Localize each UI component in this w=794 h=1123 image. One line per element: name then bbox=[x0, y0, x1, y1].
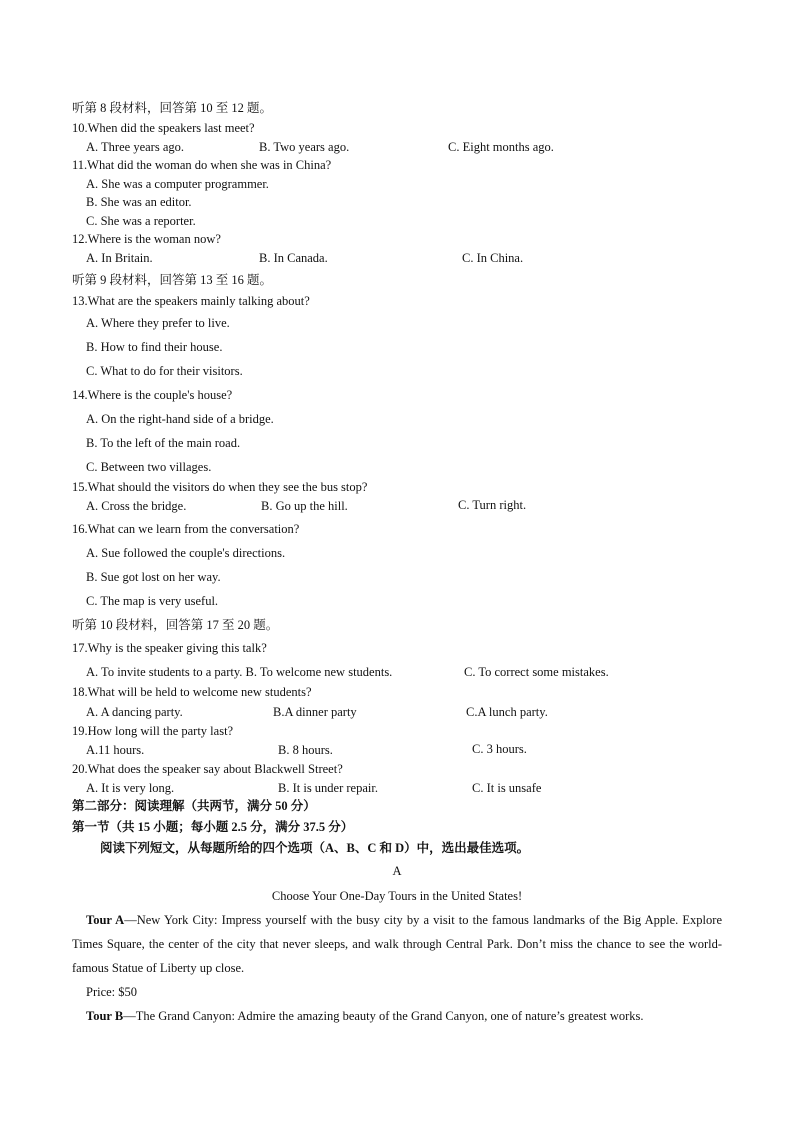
tour-a-text: —New York City: Impress yourself with the busy city by a visit to the famous landmarks of the Big Apple. Explore Times Square, the center of the city that never sleeps, and walk through Central Park. Don’t miss the chance to see the world-famous Statue of Liberty up close. bbox=[72, 913, 722, 975]
tour-b-label: Tour B bbox=[86, 1009, 124, 1023]
tour-a-label: Tour A bbox=[86, 913, 125, 927]
question-13-stem: 13.What are the speakers mainly talking about? bbox=[72, 294, 310, 308]
question-19-stem: 19.How long will the party last? bbox=[72, 724, 234, 738]
section-1-heading: 第一节（共 15 小题；每小题 2.5 分，满分 37.5 分） bbox=[72, 820, 354, 834]
reading-instructions: 阅读下列短文，从每题所给的四个选项（A、B、C 和 D）中，选出最佳选项。 bbox=[100, 841, 530, 855]
question-16-stem: 16.What can we learn from the conversation? bbox=[72, 522, 300, 536]
question-14-option-b: B. To the left of the main road. bbox=[86, 436, 241, 450]
question-14-stem: 14.Where is the couple's house? bbox=[72, 388, 233, 402]
question-12-option-b: B. In Canada. bbox=[259, 251, 328, 265]
question-11-option-a: A. She was a computer programmer. bbox=[86, 177, 269, 191]
question-15-option-a: A. Cross the bridge. bbox=[86, 499, 187, 513]
question-18-option-c: C.A lunch party. bbox=[466, 705, 548, 719]
section-8-heading: 听第 8 段材料，回答第 10 至 12 题。 bbox=[72, 101, 273, 115]
question-19-option-b: B. 8 hours. bbox=[278, 743, 333, 757]
question-10-option-c: C. Eight months ago. bbox=[448, 140, 554, 154]
section-9-heading: 听第 9 段材料，回答第 13 至 16 题。 bbox=[72, 273, 273, 287]
question-19-option-a: A.11 hours. bbox=[86, 743, 145, 757]
question-15-option-c: C. Turn right. bbox=[458, 498, 527, 512]
question-20-stem: 20.What does the speaker say about Blackwell Street? bbox=[72, 762, 343, 776]
tour-a-price: Price: $50 bbox=[86, 985, 138, 999]
question-16-option-b: B. Sue got lost on her way. bbox=[86, 570, 221, 584]
question-18-option-a: A. A dancing party. bbox=[86, 705, 183, 719]
question-17-stem: 17.Why is the speaker giving this talk? bbox=[72, 641, 267, 655]
question-19-option-c: C. 3 hours. bbox=[472, 742, 527, 756]
question-15-stem: 15.What should the visitors do when they see the bus stop? bbox=[72, 480, 368, 494]
question-13-option-a: A. Where they prefer to live. bbox=[86, 316, 230, 330]
question-17-option-c: C. To correct some mistakes. bbox=[464, 665, 609, 679]
passage-title: Choose Your One-Day Tours in the United States! bbox=[271, 889, 523, 903]
question-12-option-a: A. In Britain. bbox=[86, 251, 153, 265]
question-12-option-c: C. In China. bbox=[462, 251, 524, 265]
question-16-option-c: C. The map is very useful. bbox=[86, 594, 219, 608]
question-14-option-a: A. On the right-hand side of a bridge. bbox=[86, 412, 274, 426]
question-14-option-c: C. Between two villages. bbox=[86, 460, 212, 474]
question-11-stem: 11.What did the woman do when she was in China? bbox=[72, 158, 332, 172]
question-12-stem: 12.Where is the woman now? bbox=[72, 232, 221, 246]
question-18-stem: 18.What will be held to welcome new students? bbox=[72, 685, 312, 699]
question-18-option-b: B.A dinner party bbox=[273, 705, 357, 719]
question-10-option-a: A. Three years ago. bbox=[86, 140, 184, 154]
tour-a-paragraph bbox=[72, 908, 722, 980]
question-16-option-a: A. Sue followed the couple's directions. bbox=[86, 546, 286, 560]
part-2-heading: 第二部分：阅读理解（共两节，满分 50 分） bbox=[72, 799, 316, 813]
question-10-stem: 10.When did the speakers last meet? bbox=[72, 121, 255, 135]
section-10-heading: 听第 10 段材料，回答第 17 至 20 题。 bbox=[72, 618, 279, 632]
passage-letter: A bbox=[392, 864, 402, 878]
tour-b-text: —The Grand Canyon: Admire the amazing beauty of the Grand Canyon, one of nature’s greatest works. bbox=[123, 1009, 644, 1023]
tour-b-paragraph bbox=[72, 1004, 722, 1028]
question-11-option-c: C. She was a reporter. bbox=[86, 214, 196, 228]
question-13-option-b: B. How to find their house. bbox=[86, 340, 223, 354]
question-11-option-b: B. She was an editor. bbox=[86, 195, 192, 209]
question-20-option-b: B. It is under repair. bbox=[278, 781, 378, 795]
question-17-options-ab: A. To invite students to a party. B. To welcome new students. bbox=[86, 665, 393, 679]
question-10-option-b: B. Two years ago. bbox=[259, 140, 350, 154]
question-15-option-b: B. Go up the hill. bbox=[261, 499, 348, 513]
question-13-option-c: C. What to do for their visitors. bbox=[86, 364, 243, 378]
question-20-option-a: A. It is very long. bbox=[86, 781, 175, 795]
question-20-option-c: C. It is unsafe bbox=[472, 781, 542, 795]
